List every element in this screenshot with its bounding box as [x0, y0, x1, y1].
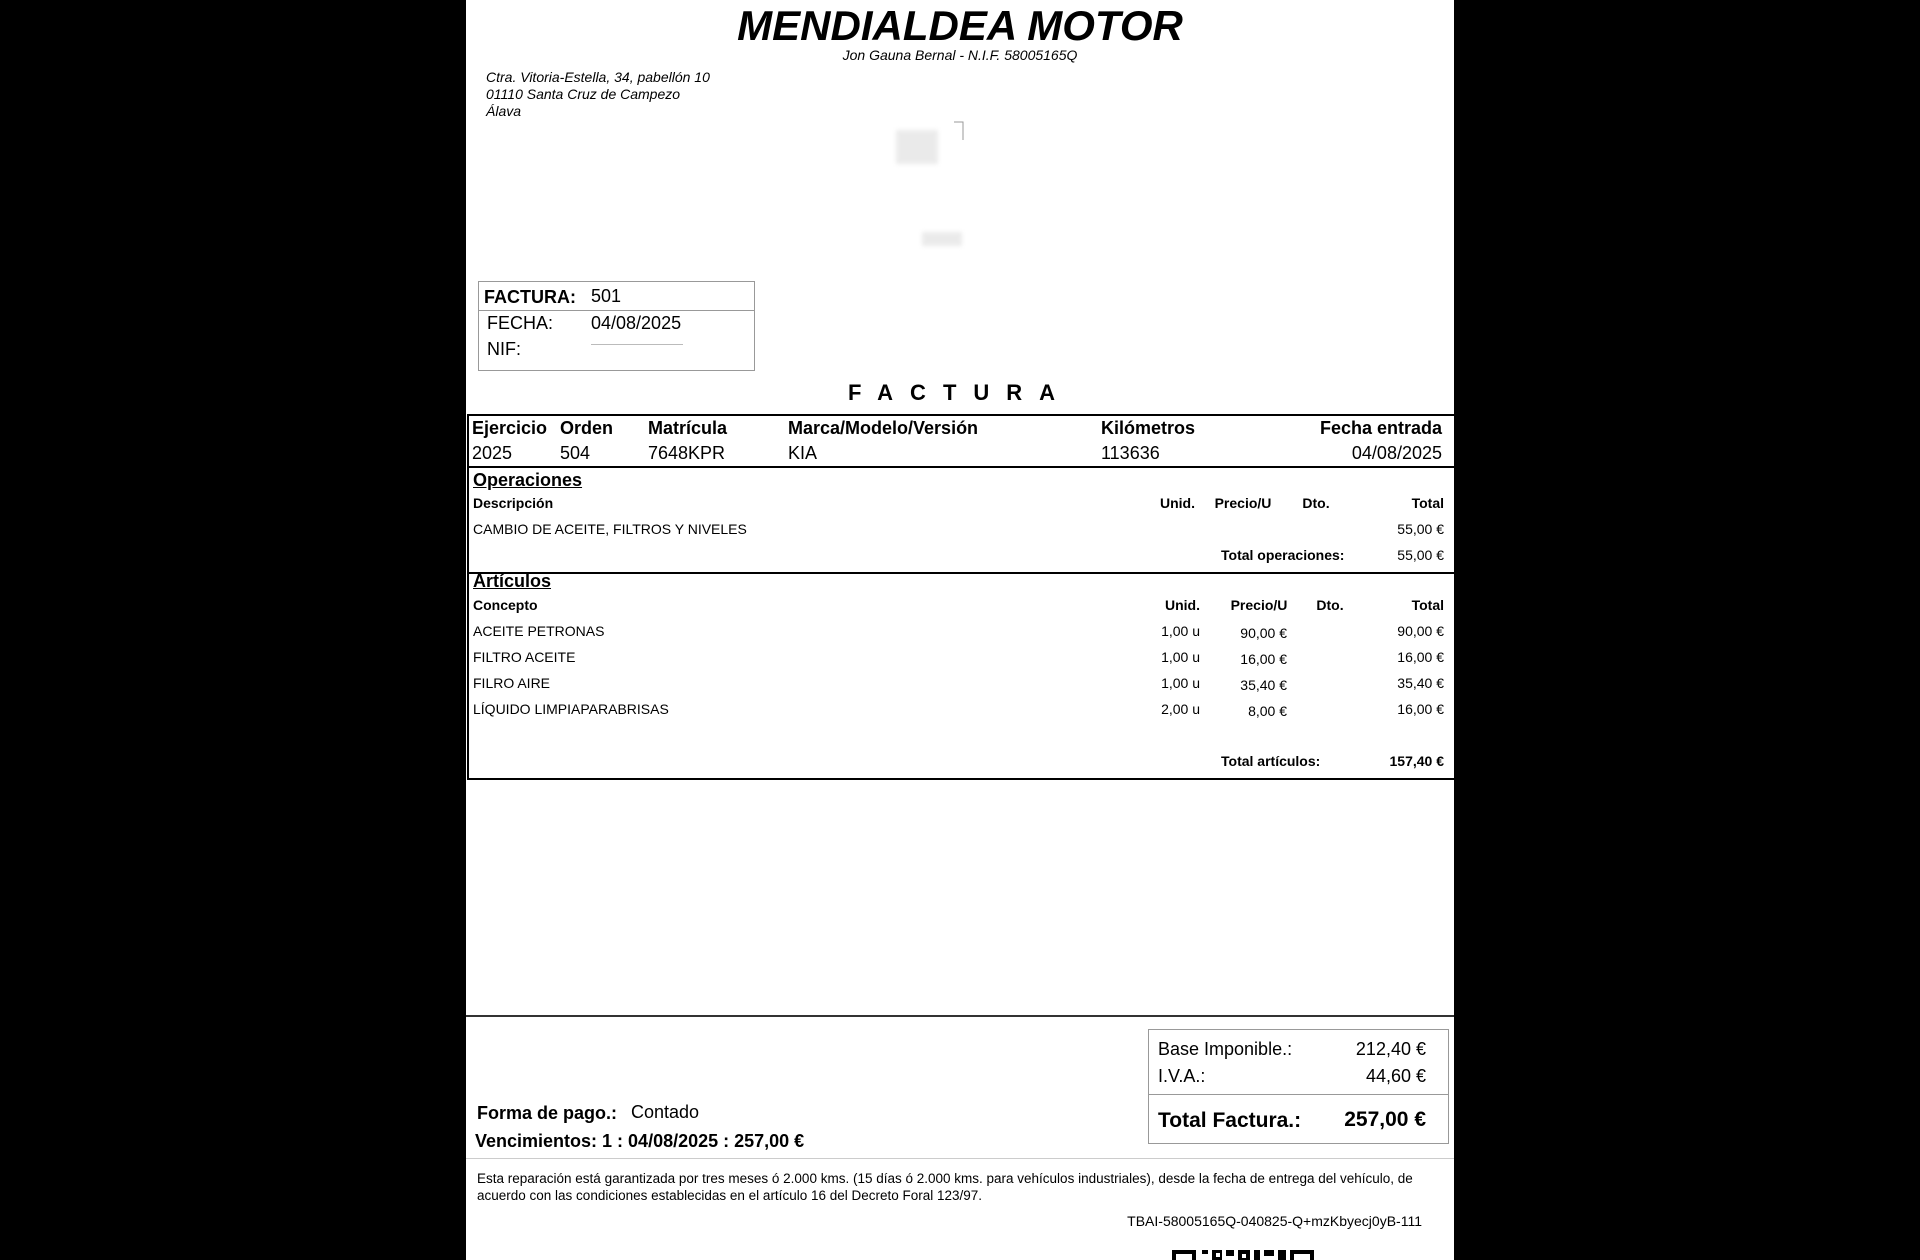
vehicle-header: Ejercicio [472, 418, 548, 438]
item-description: FILRO AIRE [473, 675, 551, 691]
column-header: Total [1411, 495, 1444, 511]
item-price: 35,40 € [1240, 677, 1287, 693]
redacted-area [922, 232, 962, 246]
divider [479, 310, 754, 311]
redacted-nif [591, 344, 683, 345]
column-header: Descripción [473, 495, 554, 511]
factura-label: FACTURA: [484, 287, 576, 307]
forma-pago-label: Forma de pago.: [477, 1103, 618, 1123]
item-units: 2,00 u [1161, 701, 1200, 717]
divider [469, 572, 1454, 574]
item-total: 90,00 € [1397, 623, 1444, 639]
nif-label: NIF: [487, 339, 521, 359]
column-header: Precio/U [1214, 495, 1272, 511]
owner-nif: Jon Gauna Bernal - N.I.F. 58005165Q [842, 47, 1078, 63]
forma-pago-value: Contado [631, 1102, 700, 1122]
item-total: 35,40 € [1397, 675, 1444, 691]
vehicle-info [467, 414, 1454, 468]
factura-number: 501 [591, 286, 622, 306]
vehicle-header: Orden [560, 418, 614, 438]
operation-description: CAMBIO DE ACEITE, FILTROS Y NIVELES [473, 521, 747, 537]
total-factura-value: 257,00 € [1344, 1108, 1426, 1131]
invoice-info-box [478, 281, 755, 371]
vencimientos: Vencimientos: 1 : 04/08/2025 : 257,00 € [475, 1131, 805, 1151]
operaciones-section [467, 466, 1454, 574]
column-header: Dto. [1316, 597, 1344, 613]
column-header: Unid. [1165, 597, 1200, 613]
company-name: MENDIALDEA MOTOR [737, 2, 1183, 49]
item-description: FILTRO ACEITE [473, 649, 576, 665]
item-price: 8,00 € [1248, 703, 1287, 719]
operation-total: 55,00 € [1397, 521, 1444, 537]
warranty-text: Esta reparación está garantizada por tres meses ó 2.000 kms. (15 días ó 2.000 kms. para vehículos industriales), desde la fecha de entrega del vehículo, de acuerdo con las condiciones establecidas en el artículo 16 del Decreto Foral 123/97. [477, 1171, 1413, 1203]
item-price: 16,00 € [1240, 651, 1287, 667]
total-operaciones-value: 55,00 € [1397, 547, 1444, 563]
base-imponible-label: Base Imponible.: [1158, 1039, 1293, 1059]
section-title: Artículos [473, 571, 552, 591]
column-header: Total [1411, 597, 1444, 613]
fecha-label: FECHA: [487, 313, 554, 333]
total-articulos-label: Total artículos: [1221, 753, 1321, 769]
column-header: Unid. [1160, 495, 1195, 511]
vehicle-header: Marca/Modelo/Versión [788, 418, 979, 438]
item-description: ACEITE PETRONAS [473, 623, 605, 639]
item-units: 1,00 u [1161, 649, 1200, 665]
item-units: 1,00 u [1161, 675, 1200, 691]
tbai-code: TBAI-58005165Q-040825-Q+mzKbyecj0yB-111 [1127, 1213, 1422, 1229]
vehicle-header: Fecha entrada [1319, 418, 1442, 438]
vehicle-value: 04/08/2025 [1351, 443, 1442, 463]
column-header: Concepto [473, 597, 538, 613]
vehicle-value: KIA [788, 443, 818, 463]
vehicle-header: Matrícula [648, 418, 728, 438]
redacted-area [896, 130, 938, 164]
vehicle-header: Kilómetros [1101, 418, 1196, 438]
column-header: Dto. [1302, 495, 1330, 511]
invoice-page [466, 0, 1454, 1260]
iva-label: I.V.A.: [1158, 1066, 1206, 1086]
item-units: 1,00 u [1161, 623, 1200, 639]
item-total: 16,00 € [1397, 701, 1444, 717]
legal-divider [466, 1158, 1454, 1159]
vehicle-value: 504 [560, 443, 591, 463]
column-header: Precio/U [1230, 597, 1288, 613]
footer-divider [466, 1015, 1454, 1017]
articulos-section [467, 570, 1454, 780]
iva-value: 44,60 € [1365, 1066, 1426, 1086]
company-address [486, 69, 710, 120]
base-imponible-value: 212,40 € [1355, 1039, 1426, 1059]
divider [1149, 1094, 1448, 1095]
address-line: Ctra. Vitoria-Estella, 34, pabellón 10 [486, 69, 710, 85]
vehicle-value: 113636 [1101, 443, 1160, 463]
total-operaciones-label: Total operaciones: [1221, 547, 1345, 563]
vehicle-value: 7648KPR [648, 443, 726, 463]
vehicle-value: 2025 [472, 443, 513, 463]
total-factura-label: Total Factura.: [1158, 1109, 1302, 1132]
document-title: FACTURA [847, 380, 1073, 405]
redaction-mark [952, 120, 966, 142]
item-price: 90,00 € [1240, 625, 1287, 641]
total-articulos-value: 157,40 € [1389, 753, 1444, 769]
address-line: 01110 Santa Cruz de Campezo [486, 86, 681, 102]
totals-box [1148, 1029, 1449, 1144]
qr-code [1172, 1248, 1320, 1260]
fecha-value: 04/08/2025 [591, 313, 682, 333]
section-title: Operaciones [473, 470, 583, 490]
item-description: LÍQUIDO LIMPIAPARABRISAS [473, 701, 669, 717]
address-line: Álava [486, 103, 522, 119]
item-total: 16,00 € [1397, 649, 1444, 665]
